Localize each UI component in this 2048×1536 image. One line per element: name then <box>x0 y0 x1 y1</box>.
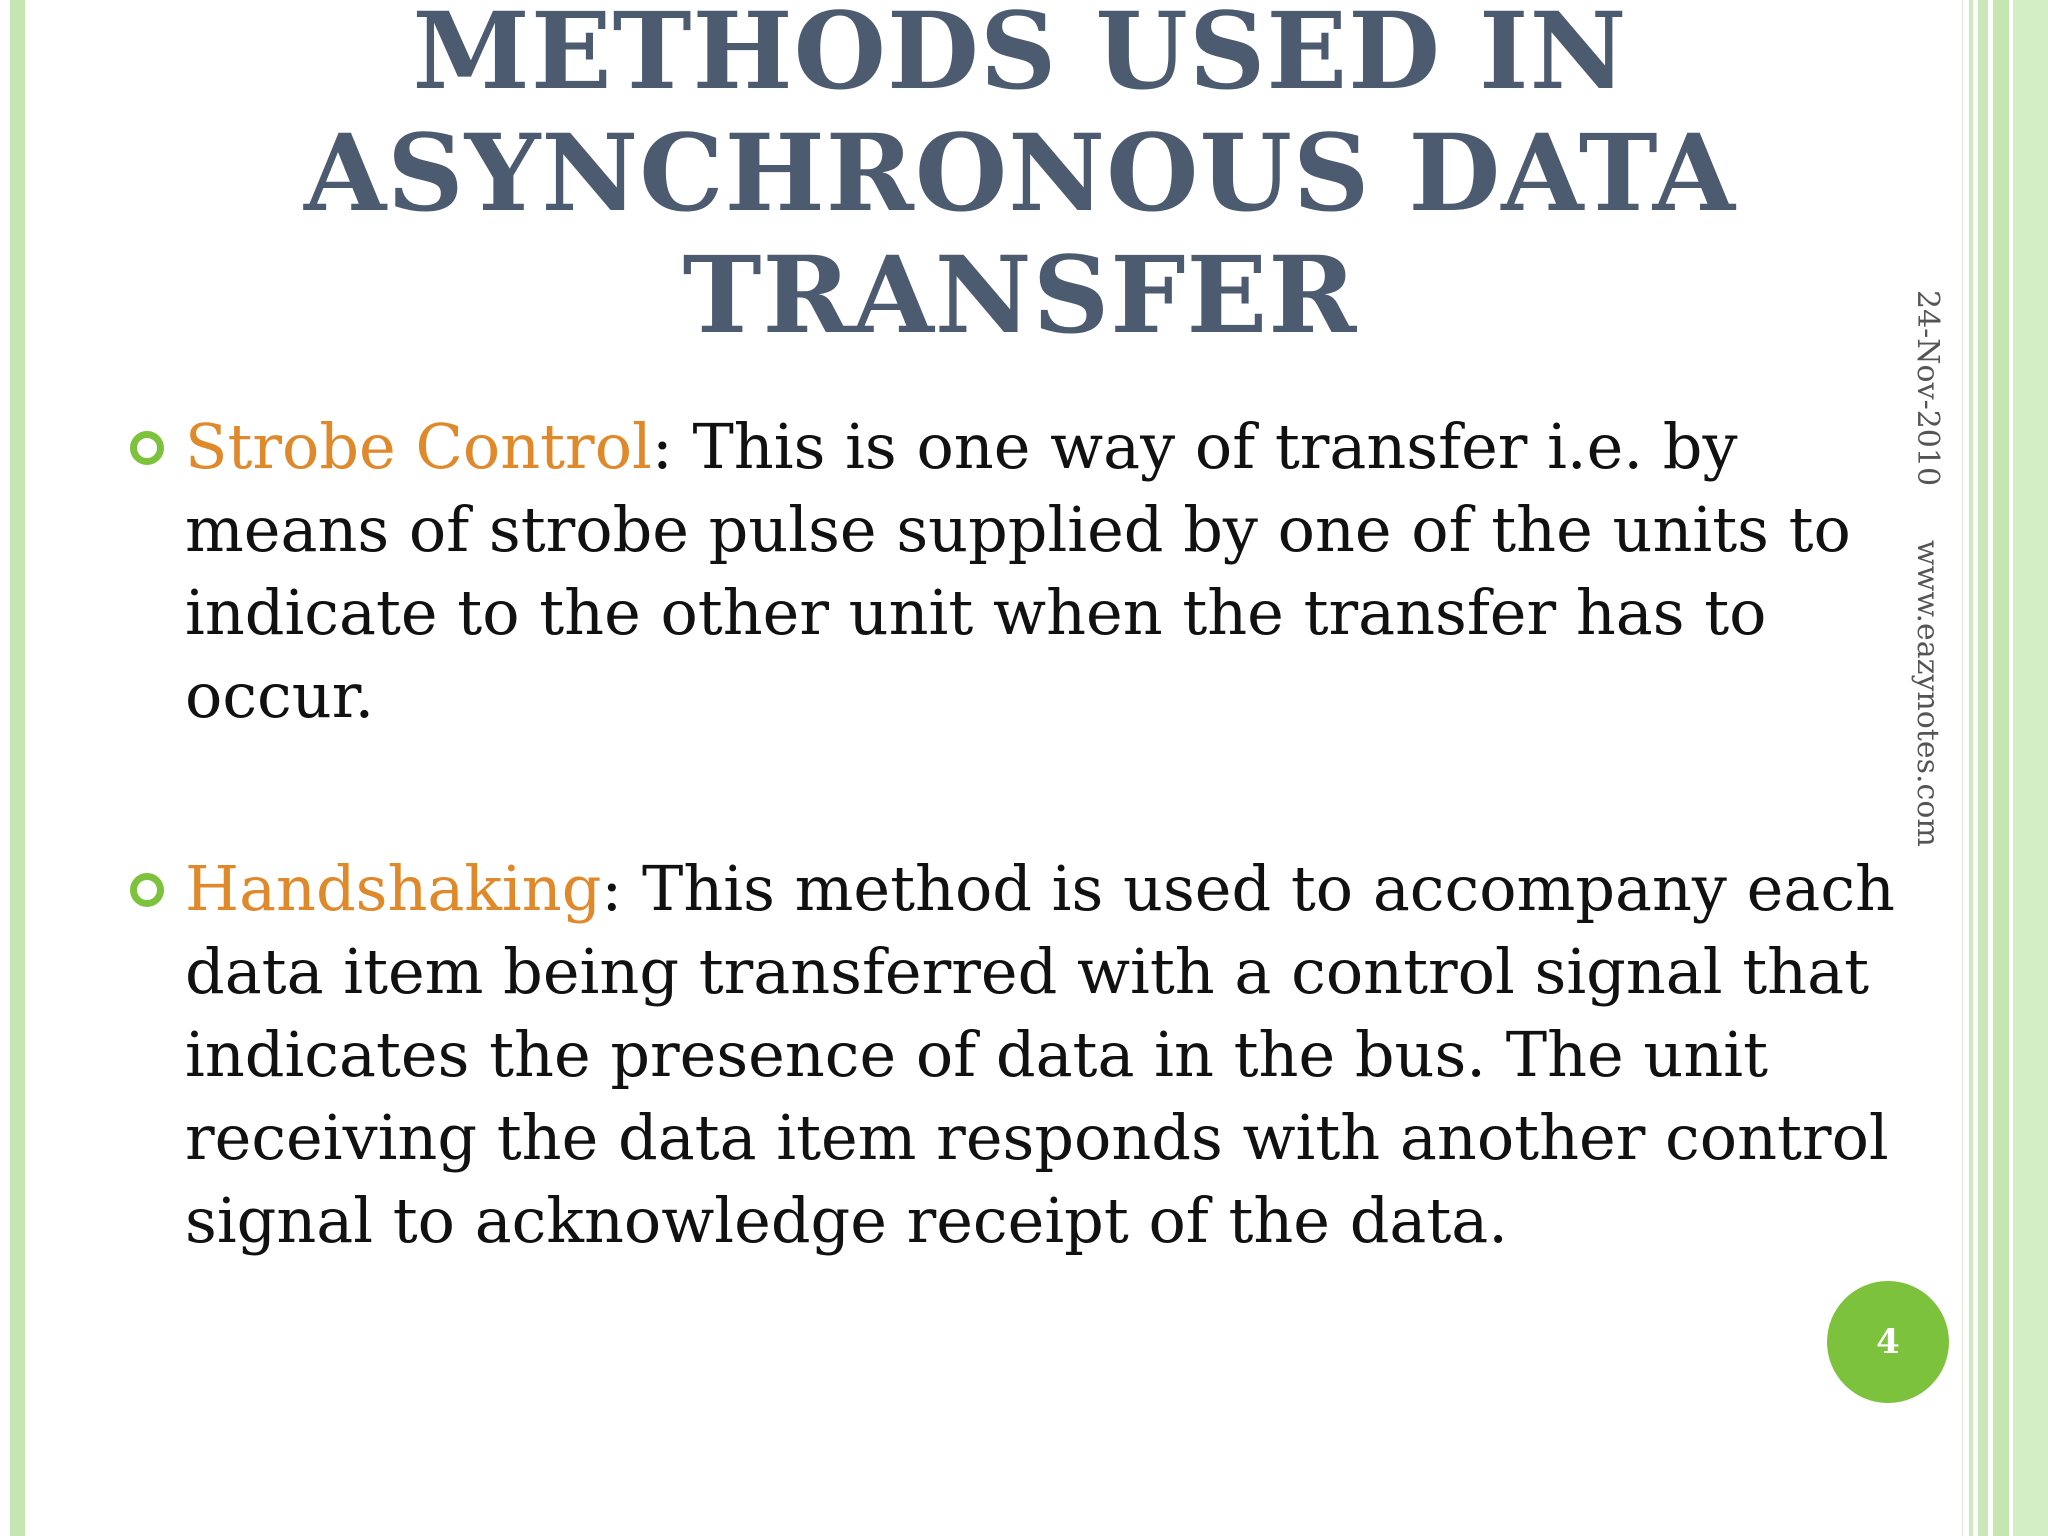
left-border-bar <box>10 0 25 1536</box>
ring-bullet-icon <box>130 873 164 907</box>
bullet-line: indicates the presence of data in the bus. The unit <box>185 1018 1768 1091</box>
bullet-strobe-control <box>130 405 1910 737</box>
bullet-line: receiving the data item responds with another control <box>185 1101 1889 1174</box>
title-line-1: METHODS USED IN <box>412 0 1628 113</box>
bullet-term: Strobe Control <box>185 410 652 483</box>
right-border-stripes <box>1963 0 2048 1536</box>
bullet-line: means of strobe pulse supplied by one of the units to <box>185 493 1851 566</box>
title-line-3: TRANSFER <box>682 232 1358 357</box>
title-line-2: ASYNCHRONOUS DATA <box>303 110 1737 235</box>
bullet-text: : This is one way of transfer i.e. by <box>651 410 1738 483</box>
bullet-handshaking <box>130 847 1910 1262</box>
bullet-text: : This method is used to accompany each <box>601 852 1895 925</box>
bullet-line: indicate to the other unit when the transfer has to <box>185 576 1767 649</box>
slide-date: 24-Nov-2010 <box>1910 290 1945 487</box>
slide-website: www.eazynotes.com <box>1910 540 1945 847</box>
slide-title <box>300 0 1740 356</box>
page-number-badge: 4 <box>1827 1281 1949 1403</box>
bullet-line <box>185 847 1910 930</box>
bullet-line: data item being transferred with a control signal that <box>185 935 1869 1008</box>
bullet-line <box>185 405 1910 488</box>
slide-content <box>130 405 1910 1262</box>
bullet-line: signal to acknowledge receipt of the data. <box>185 1184 1508 1257</box>
bullet-term: Handshaking <box>185 852 602 925</box>
ring-bullet-icon <box>130 431 164 465</box>
bullet-line: occur. <box>185 659 375 732</box>
